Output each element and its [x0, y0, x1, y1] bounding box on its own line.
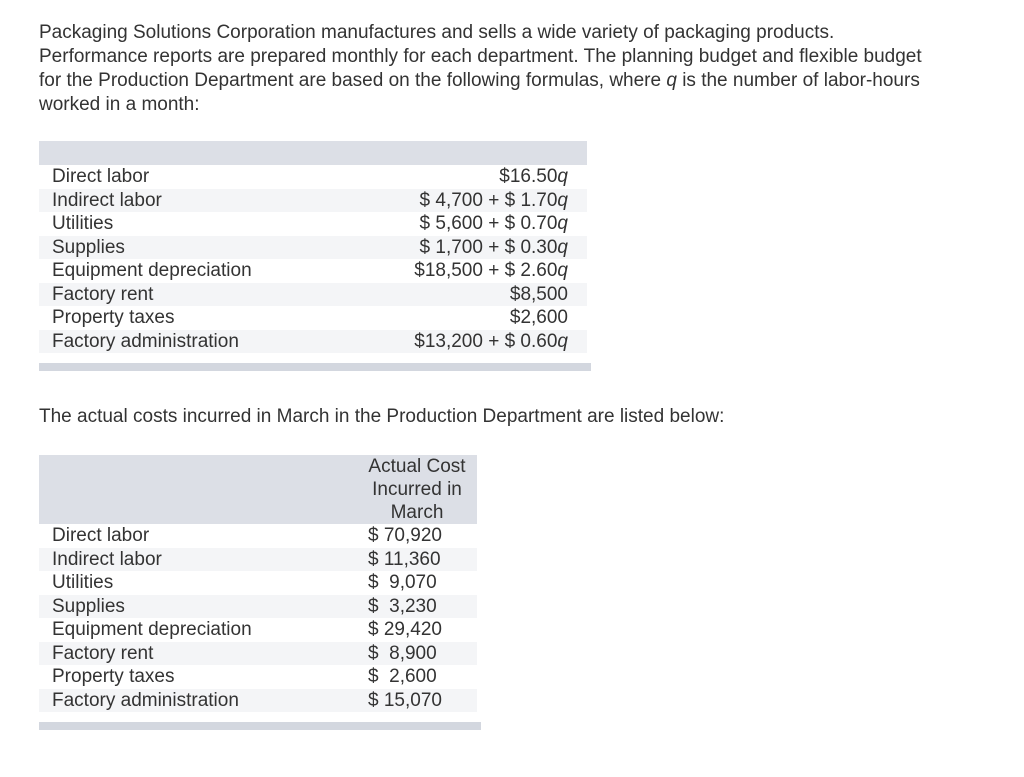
- table-footer-bar: [39, 722, 481, 730]
- row-label: Direct labor: [52, 525, 150, 547]
- row-formula: $8,500: [341, 283, 587, 307]
- row-label: Equipment depreciation: [52, 260, 252, 282]
- table-row: [39, 330, 587, 354]
- table-header-row: [39, 455, 477, 524]
- row-label: Supplies: [39, 236, 341, 260]
- header-blank: [39, 455, 357, 524]
- row-formula: $18,500 + $ 2.60q: [414, 260, 568, 282]
- row-formula: $ 4,700 + $ 1.70q: [341, 189, 587, 213]
- row-formula: $2,600: [509, 307, 568, 329]
- table-row: [39, 212, 587, 236]
- row-label: Supplies: [39, 595, 357, 619]
- table-row: [39, 189, 587, 213]
- formula-table-header: [39, 141, 587, 165]
- table-row: [39, 259, 587, 283]
- table-row: [39, 306, 587, 330]
- intro-line: worked in a month:: [39, 94, 200, 115]
- table-row: [39, 548, 477, 572]
- intro-line: Packaging Solutions Corporation manufactures and sells a wide variety of packaging products.: [39, 22, 835, 43]
- row-value: $ 11,360: [357, 548, 477, 572]
- table-row: [39, 571, 477, 595]
- table-row: [39, 165, 587, 189]
- row-value: $ 29,420: [368, 619, 442, 641]
- row-label: Equipment depreciation: [52, 619, 252, 641]
- column-header-actual-cost: [357, 455, 477, 524]
- row-value: $ 9,070: [368, 572, 437, 594]
- intro-line: for the Production Department are based on the following formulas, where q is the number of labor-hours: [39, 70, 920, 91]
- row-label: Factory rent: [39, 642, 357, 666]
- table-row: [39, 689, 477, 713]
- table-row: [39, 618, 477, 642]
- formula-table: [39, 141, 587, 353]
- row-label: Property taxes: [52, 307, 175, 329]
- row-label: Factory administration: [39, 689, 357, 713]
- table-row: [39, 642, 477, 666]
- table-footer-bar: [39, 363, 591, 371]
- row-formula: $ 1,700 + $ 0.30q: [341, 236, 587, 260]
- actual-costs-sentence: The actual costs incurred in March in the Production Department are listed below:: [39, 406, 725, 427]
- intro-paragraph: [39, 21, 999, 117]
- actual-cost-table: [39, 455, 477, 712]
- row-value: $ 70,920: [368, 525, 442, 547]
- row-label: Factory administration: [39, 330, 341, 354]
- row-value: $ 8,900: [357, 642, 477, 666]
- row-label: Utilities: [52, 213, 114, 235]
- row-label: Utilities: [52, 572, 114, 594]
- row-formula: $13,200 + $ 0.60q: [341, 330, 587, 354]
- row-label: Indirect labor: [39, 548, 357, 572]
- row-value: $ 3,230: [357, 595, 477, 619]
- row-value: $ 15,070: [357, 689, 477, 713]
- row-value: $ 2,600: [368, 666, 437, 688]
- row-label: Property taxes: [52, 666, 175, 688]
- header-line: Actual Cost: [368, 456, 466, 477]
- row-label: Factory rent: [39, 283, 341, 307]
- table-row: [39, 595, 477, 619]
- table-row: [39, 524, 477, 548]
- row-formula: $16.50q: [499, 166, 568, 188]
- header-line: Incurred in: [372, 479, 462, 500]
- intro-line: Performance reports are prepared monthly for each department. The planning budget and flexible budget: [39, 46, 922, 67]
- row-label: Indirect labor: [39, 189, 341, 213]
- table-row: [39, 236, 587, 260]
- table-row: [39, 283, 587, 307]
- table-row: [39, 665, 477, 689]
- row-formula: $ 5,600 + $ 0.70q: [419, 213, 568, 235]
- header-line: March: [390, 502, 444, 523]
- row-label: Direct labor: [52, 166, 150, 188]
